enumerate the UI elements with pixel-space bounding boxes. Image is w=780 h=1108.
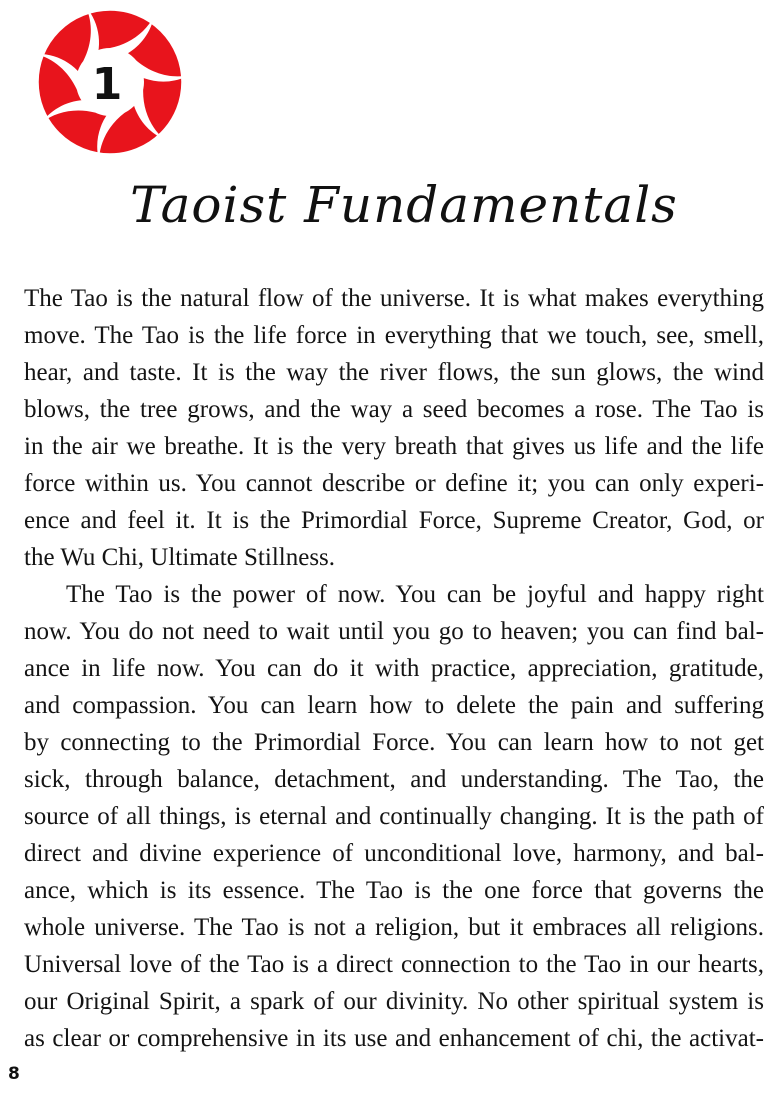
text-line: as clear or comprehensive in its use and enhancement of chi, the activat- [24, 1025, 764, 1052]
text-line: force within us. You cannot describe or define it; you can only experi- [24, 470, 764, 497]
text-line: Universal love of the Tao is a direct connection to the Tao in our hearts, [24, 951, 764, 978]
text-line: ence and feel it. It is the Primordial Force, Supreme Creator, God, or [24, 507, 764, 534]
text-line: The Tao is the power of now. You can be joyful and happy right [66, 581, 764, 608]
text-line: sick, through balance, detachment, and understanding. The Tao, the [24, 766, 764, 793]
paragraph-2 [24, 576, 764, 1057]
text-line: The Tao is the natural flow of the universe. It is what makes everything [24, 285, 764, 312]
text-line: whole universe. The Tao is not a religion, but it embraces all religions. [24, 914, 764, 941]
text-line: hear, and taste. It is the way the river flows, the sun glows, the wind [24, 359, 764, 386]
text-line: now. You do not need to wait until you go to heaven; you can find bal- [24, 618, 764, 645]
text-line: in the air we breathe. It is the very breath that gives us life and the life [24, 433, 764, 460]
paragraph-1 [24, 280, 764, 576]
text-line: move. The Tao is the life force in everything that we touch, see, smell, [24, 322, 764, 349]
text-line: source of all things, is eternal and continually changing. It is the path of [24, 803, 764, 830]
text-line: ance in life now. You can do it with practice, appreciation, gratitude, [24, 655, 764, 682]
text-line: our Original Spirit, a spark of our divinity. No other spiritual system is [24, 988, 764, 1015]
text-line: by connecting to the Primordial Force. You can learn how to not get [24, 729, 764, 756]
text-line: the Wu Chi, Ultimate Stillness. [24, 544, 336, 571]
chapter-number: 1 [91, 58, 123, 110]
page-number: 8 [8, 1064, 20, 1084]
text-line: ance, which is its essence. The Tao is the one force that governs the [24, 877, 764, 904]
body-text [24, 280, 764, 1057]
text-line: blows, the tree grows, and the way a seed becomes a rose. The Tao is [24, 396, 764, 423]
text-line: direct and divine experience of unconditional love, harmony, and bal- [24, 840, 764, 867]
chapter-badge [34, 6, 186, 158]
text-line: and compassion. You can learn how to delete the pain and suffering [24, 692, 764, 719]
chapter-title: Taoist Fundamentals [130, 176, 678, 234]
